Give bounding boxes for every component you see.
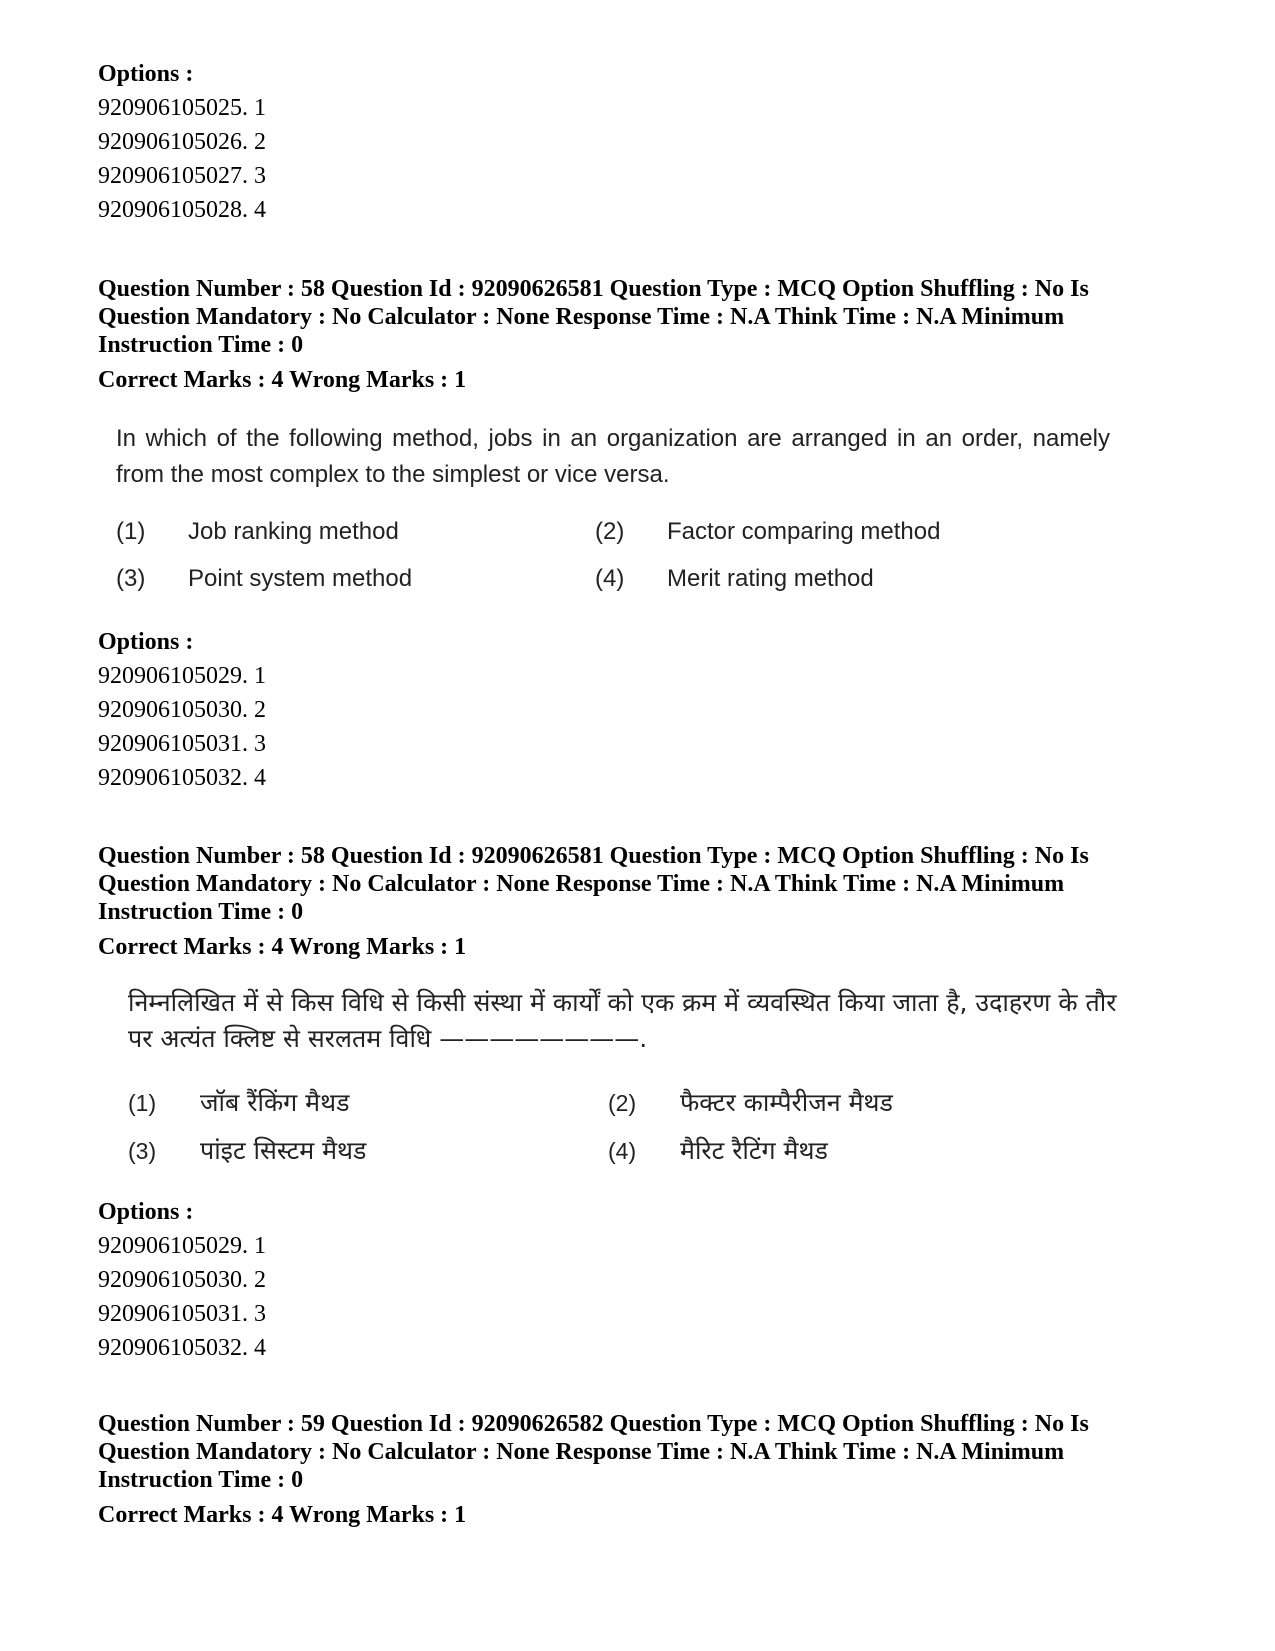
option-id-line: 920906105030. 2 <box>98 1267 266 1293</box>
choice-number: (3) <box>116 565 146 592</box>
options-label: Options : <box>98 629 194 655</box>
choice-number: (2) <box>608 1090 637 1116</box>
choice-3-en <box>116 565 412 593</box>
option-id-line: 920906105027. 3 <box>98 163 266 189</box>
choice-text: Factor comparing method <box>667 518 941 545</box>
choice-3-hi <box>128 1133 366 1167</box>
option-id-line: 920906105029. 1 <box>98 663 266 689</box>
question-meta: Question Number : 58 Question Id : 92090626581 Question Type : MCQ Option Shuffling : No Is Question Mandatory : No Calculator : None Response Time : N.A Think Time : N.A Minimum Instruction Time : 0 <box>98 276 1089 358</box>
options-label: Options : <box>98 61 194 87</box>
option-id-line: 920906105031. 3 <box>98 1301 266 1327</box>
choice-4-en <box>595 565 874 593</box>
question-header-q59 <box>98 1410 1178 1529</box>
options-block-q57 <box>98 57 266 227</box>
choice-number: (1) <box>116 518 146 545</box>
option-id-line: 920906105029. 1 <box>98 1233 266 1259</box>
option-id-line: 920906105026. 2 <box>98 129 266 155</box>
question-header-q58-en <box>98 275 1178 394</box>
choice-number: (2) <box>595 518 625 545</box>
option-id-line: 920906105032. 4 <box>98 765 266 791</box>
question-header-q58-hi <box>98 842 1178 961</box>
choice-number: (4) <box>608 1138 637 1164</box>
question-text-en: In which of the following method, jobs in an organization are arranged in an order, namely from the most complex to the simplest or vice versa. <box>116 425 1110 488</box>
choice-text: Merit rating method <box>667 565 874 592</box>
option-id-line: 920906105032. 4 <box>98 1335 266 1361</box>
marks-line: Correct Marks : 4 Wrong Marks : 1 <box>98 934 467 960</box>
choice-1-hi <box>128 1085 349 1119</box>
question-meta: Question Number : 58 Question Id : 92090626581 Question Type : MCQ Option Shuffling : No Is Question Mandatory : No Calculator : None Response Time : N.A Think Time : N.A Minimum Instruction Time : 0 <box>98 843 1089 925</box>
choice-1-en <box>116 518 399 546</box>
choice-number: (4) <box>595 565 625 592</box>
option-id-line: 920906105031. 3 <box>98 731 266 757</box>
options-label: Options : <box>98 1199 194 1225</box>
choice-4-hi <box>608 1133 828 1167</box>
marks-line: Correct Marks : 4 Wrong Marks : 1 <box>98 1502 467 1528</box>
choice-2-en <box>595 518 940 546</box>
marks-line: Correct Marks : 4 Wrong Marks : 1 <box>98 367 467 393</box>
question-meta: Question Number : 59 Question Id : 92090626582 Question Type : MCQ Option Shuffling : No Is Question Mandatory : No Calculator : None Response Time : N.A Think Time : N.A Minimum Instruction Time : 0 <box>98 1411 1089 1493</box>
choice-text: Job ranking method <box>188 518 399 545</box>
option-id-line: 920906105030. 2 <box>98 697 266 723</box>
options-block-q58-hi <box>98 1195 266 1365</box>
choice-2-hi <box>608 1085 893 1119</box>
choice-text: मैरिट रैटिंग मैथड <box>680 1136 828 1165</box>
choice-text: जॉब रैंकिंग मैथड <box>200 1088 350 1117</box>
option-id-line: 920906105028. 4 <box>98 197 266 223</box>
choice-text: पांइट सिस्टम मैथड <box>200 1136 367 1165</box>
option-id-line: 920906105025. 1 <box>98 95 266 121</box>
choice-text: Point system method <box>188 565 413 592</box>
question-text-hi: निम्नलिखित में से किस विधि से किसी संस्था में कार्यों को एक क्रम में व्यवस्थित किया जाता है, उदाहरण के तौर पर अत्यंत क्लिष्ट से सरलतम विधि ————————. <box>128 988 1117 1053</box>
choice-number: (3) <box>128 1138 157 1164</box>
choice-number: (1) <box>128 1090 157 1116</box>
choice-text: फैक्टर काम्पैरीजन मैथड <box>680 1088 893 1117</box>
options-block-q58-en <box>98 625 266 795</box>
